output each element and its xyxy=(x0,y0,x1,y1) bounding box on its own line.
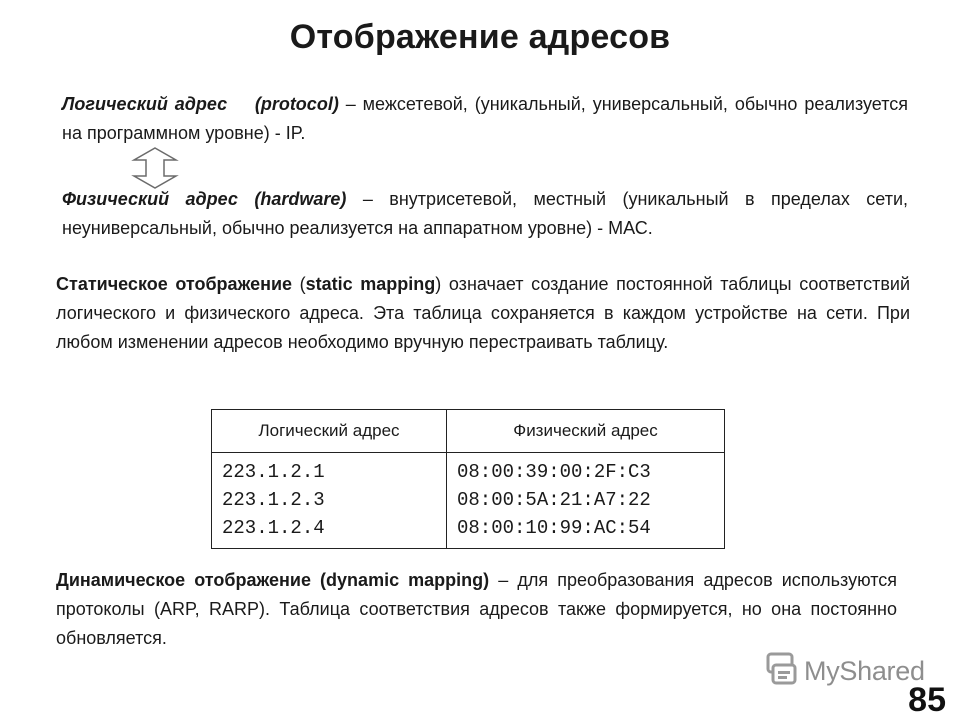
static-mapping-open-paren: ( xyxy=(292,274,306,294)
logical-address-value: 223.1.2.1 xyxy=(222,461,325,483)
physical-address-value: 08:00:10:99:AC:54 xyxy=(457,517,651,539)
physical-address-value: 08:00:5A:21:A7:22 xyxy=(457,489,651,511)
dynamic-mapping-description: – для преобразования адресов используются протоколы (ARP, RARP). Таблица соответствия адресов также формируется, но она постоянно обновляется. xyxy=(56,570,897,648)
physical-address-description: – внутрисетевой, местный (уникальный в пределах сети, неуниверсальный, обычно реализуется на аппаратном уровне) - МАС. xyxy=(62,189,908,238)
myshared-logo-icon xyxy=(766,652,798,691)
table-header-row xyxy=(212,410,725,453)
page-number: 85 xyxy=(908,681,946,719)
slide-title: Отображение адресов xyxy=(289,18,671,56)
dynamic-mapping-term: Динамическое отображение (dynamic mapping) xyxy=(56,570,490,590)
logical-address-value: 223.1.2.4 xyxy=(222,517,325,539)
logical-address-description: – межсетевой, (уникальный, универсальный, обычно реализуется на программном уровне) - IP. xyxy=(62,94,909,143)
table-header-physical: Физический адрес xyxy=(447,410,725,453)
myshared-watermark xyxy=(766,652,931,690)
physical-address-paragraph xyxy=(62,185,908,243)
physical-address-term: Физический адрес (hardware) xyxy=(62,189,347,209)
static-mapping-term: Статическое отображение xyxy=(56,274,293,294)
table-row xyxy=(212,453,725,549)
physical-address-cell xyxy=(447,453,725,549)
logical-address-paragraph xyxy=(62,90,908,148)
logical-address-term: Логический адрес xyxy=(62,94,228,114)
static-mapping-description: ) означает создание постоянной таблицы соответствий логического и физического адреса. Эта таблица сохраняется в каждом устройстве на сети. При любом изменении адресов необходимо вручную перестраивать таблицу. xyxy=(56,274,910,352)
logical-address-value: 223.1.2.3 xyxy=(222,489,325,511)
double-arrow-icon xyxy=(130,146,180,190)
logical-address-cell xyxy=(212,453,447,549)
myshared-watermark-text: MyShared xyxy=(804,655,925,686)
logical-address-qualifier: (protocol) xyxy=(254,94,339,114)
table-header-logical: Логический адрес xyxy=(212,410,447,453)
address-mapping-table xyxy=(211,409,725,549)
static-mapping-term-en: static mapping xyxy=(305,274,436,294)
static-mapping-paragraph xyxy=(56,270,910,357)
dynamic-mapping-paragraph xyxy=(56,566,897,653)
physical-address-value: 08:00:39:00:2F:C3 xyxy=(457,461,651,483)
